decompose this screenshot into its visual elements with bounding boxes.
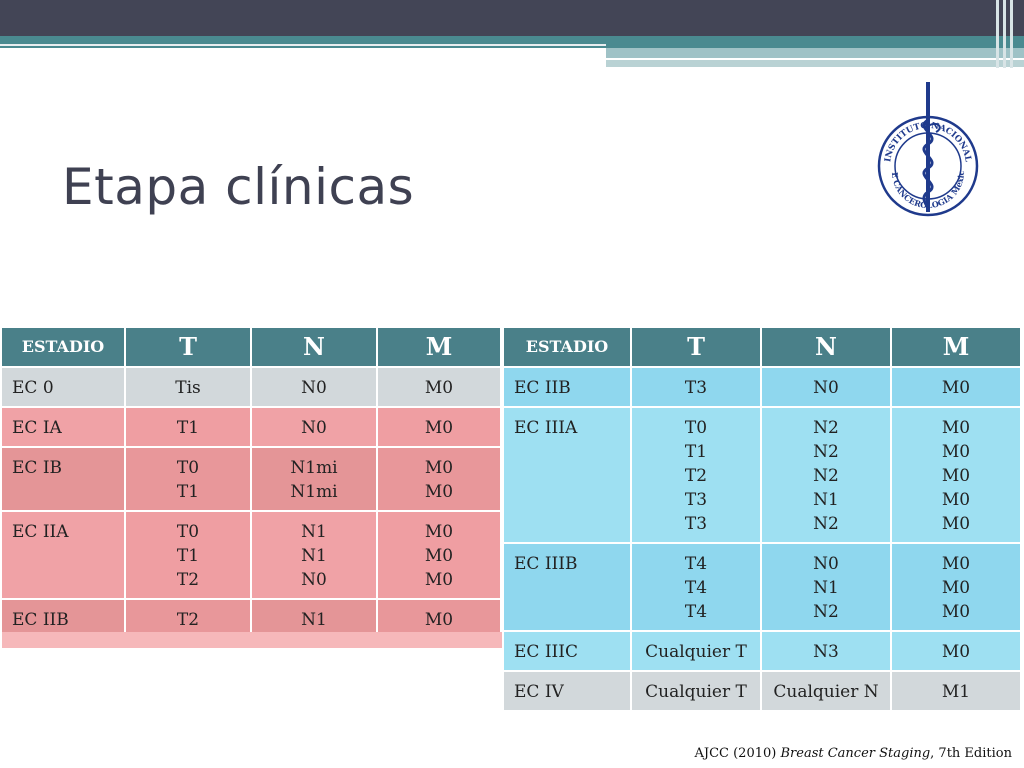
header-n: N [762,328,892,368]
n-value: N1mi [290,458,338,478]
n-value: Cualquier N [773,682,879,702]
m-value: M0 [941,490,971,510]
m-value: M0 [424,378,454,398]
t-cell [632,368,762,408]
t-cell [126,368,252,408]
m-value: M0 [424,522,454,542]
stage-cell: EC IB [2,448,126,512]
m-value: M0 [941,442,971,462]
stage-cell: EC IIB [504,368,632,408]
stage-cell: EC IV [504,672,632,712]
m-value: M0 [941,418,971,438]
stage-cell: EC IIIA [504,408,632,544]
t-value: T3 [684,490,708,510]
n-value: N1 [301,522,327,542]
n-value: N2 [813,442,839,462]
t-value: T0 [684,418,708,438]
m-cell [892,368,1022,408]
header-t: T [632,328,762,368]
m-value: M0 [941,378,971,398]
table-row [2,368,502,408]
n-value: N2 [813,418,839,438]
table-header-row [504,328,1022,368]
citation-suffix: , 7th Edition [930,746,1012,761]
n-value: N1 [301,546,327,566]
n-cell [762,672,892,712]
n-cell [762,544,892,632]
decorative-stripe [996,0,999,68]
t-cell [632,544,762,632]
header-estadio: ESTADIO [504,328,632,368]
table-row [2,512,502,600]
stage-cell: EC IIA [2,512,126,600]
t-value: T0 [176,458,200,478]
n-value: N2 [813,514,839,534]
n-value: N0 [813,554,839,574]
t-cell [632,408,762,544]
page-title: Etapa clínicas [62,158,415,216]
m-cell [892,544,1022,632]
t-value: Cualquier T [645,682,747,702]
t-value: T0 [176,522,200,542]
t-value: T1 [176,482,200,502]
accent-bar-light [606,48,1024,58]
n-value: N1mi [290,482,338,502]
n-value: N0 [301,570,327,590]
header-m: M [378,328,502,368]
t-value: T1 [176,546,200,566]
m-cell [892,672,1022,712]
n-value: N0 [301,418,327,438]
n-cell [252,448,378,512]
n-value: N1 [813,578,839,598]
n-cell [252,512,378,600]
table-footer-band [2,632,502,648]
logo-text-bottom: E CANCEROLOGIA Méxic [889,170,967,211]
accent-bar-lighter [606,60,1024,67]
table-row [504,368,1022,408]
t-value: T4 [684,554,708,574]
t-value: T2 [176,610,200,630]
m-value: M0 [941,554,971,574]
table-row [2,448,502,512]
t-cell [632,632,762,672]
table-row [504,632,1022,672]
n-cell [252,408,378,448]
top-banner [0,0,1024,36]
m-value: M0 [424,570,454,590]
top-accent-bar [0,36,1024,48]
header-n: N [252,328,378,368]
t-value: T1 [684,442,708,462]
stage-cell: EC IIIC [504,632,632,672]
m-value: M0 [941,466,971,486]
table-row [2,408,502,448]
n-cell [762,632,892,672]
decorative-stripe [1010,0,1013,68]
m-cell [378,448,502,512]
t-value: T2 [176,570,200,590]
table-row [504,544,1022,632]
n-value: N2 [813,602,839,622]
header-t: T [126,328,252,368]
m-value: M0 [424,610,454,630]
t-value: T3 [684,514,708,534]
n-cell [762,408,892,544]
m-value: M0 [941,602,971,622]
logo-text-top: INSTITUTO NACIONAL [883,120,973,163]
t-cell [126,408,252,448]
t-cell [632,672,762,712]
n-value: N1 [301,610,327,630]
n-cell [252,368,378,408]
citation-title: Breast Cancer Staging [780,746,931,761]
m-value: M1 [941,682,971,702]
accent-line [0,44,606,46]
t-value: T2 [684,466,708,486]
staging-table-left [2,328,502,640]
t-value: T4 [684,602,708,622]
t-value: Tis [175,378,201,398]
header-estadio: ESTADIO [2,328,126,368]
table-row [504,408,1022,544]
m-cell [892,632,1022,672]
m-cell [378,368,502,408]
decorative-stripe [1003,0,1006,68]
citation [694,746,1012,761]
stage-cell: EC IA [2,408,126,448]
citation-prefix: AJCC (2010) [694,746,781,761]
stage-cell: EC IIIB [504,544,632,632]
m-value: M0 [424,418,454,438]
table-header-row [2,328,502,368]
m-value: M0 [424,546,454,566]
stage-cell: EC 0 [2,368,126,408]
m-value: M0 [941,514,971,534]
m-value: M0 [424,482,454,502]
t-value: T4 [684,578,708,598]
m-value: M0 [941,642,971,662]
institute-logo [876,80,980,220]
n-cell [762,368,892,408]
t-cell [126,448,252,512]
m-cell [378,512,502,600]
n-value: N0 [813,378,839,398]
m-cell [378,408,502,448]
n-value: N0 [301,378,327,398]
n-value: N1 [813,490,839,510]
t-cell [126,512,252,600]
stage-cell: EC IIB [2,600,126,640]
staging-table-right [504,328,1022,712]
n-value: N2 [813,466,839,486]
t-value: T1 [176,418,200,438]
table-row [504,672,1022,712]
header-m: M [892,328,1022,368]
m-cell [892,408,1022,544]
m-value: M0 [941,578,971,598]
t-value: Cualquier T [645,642,747,662]
m-value: M0 [424,458,454,478]
t-value: T3 [684,378,708,398]
n-value: N3 [813,642,839,662]
